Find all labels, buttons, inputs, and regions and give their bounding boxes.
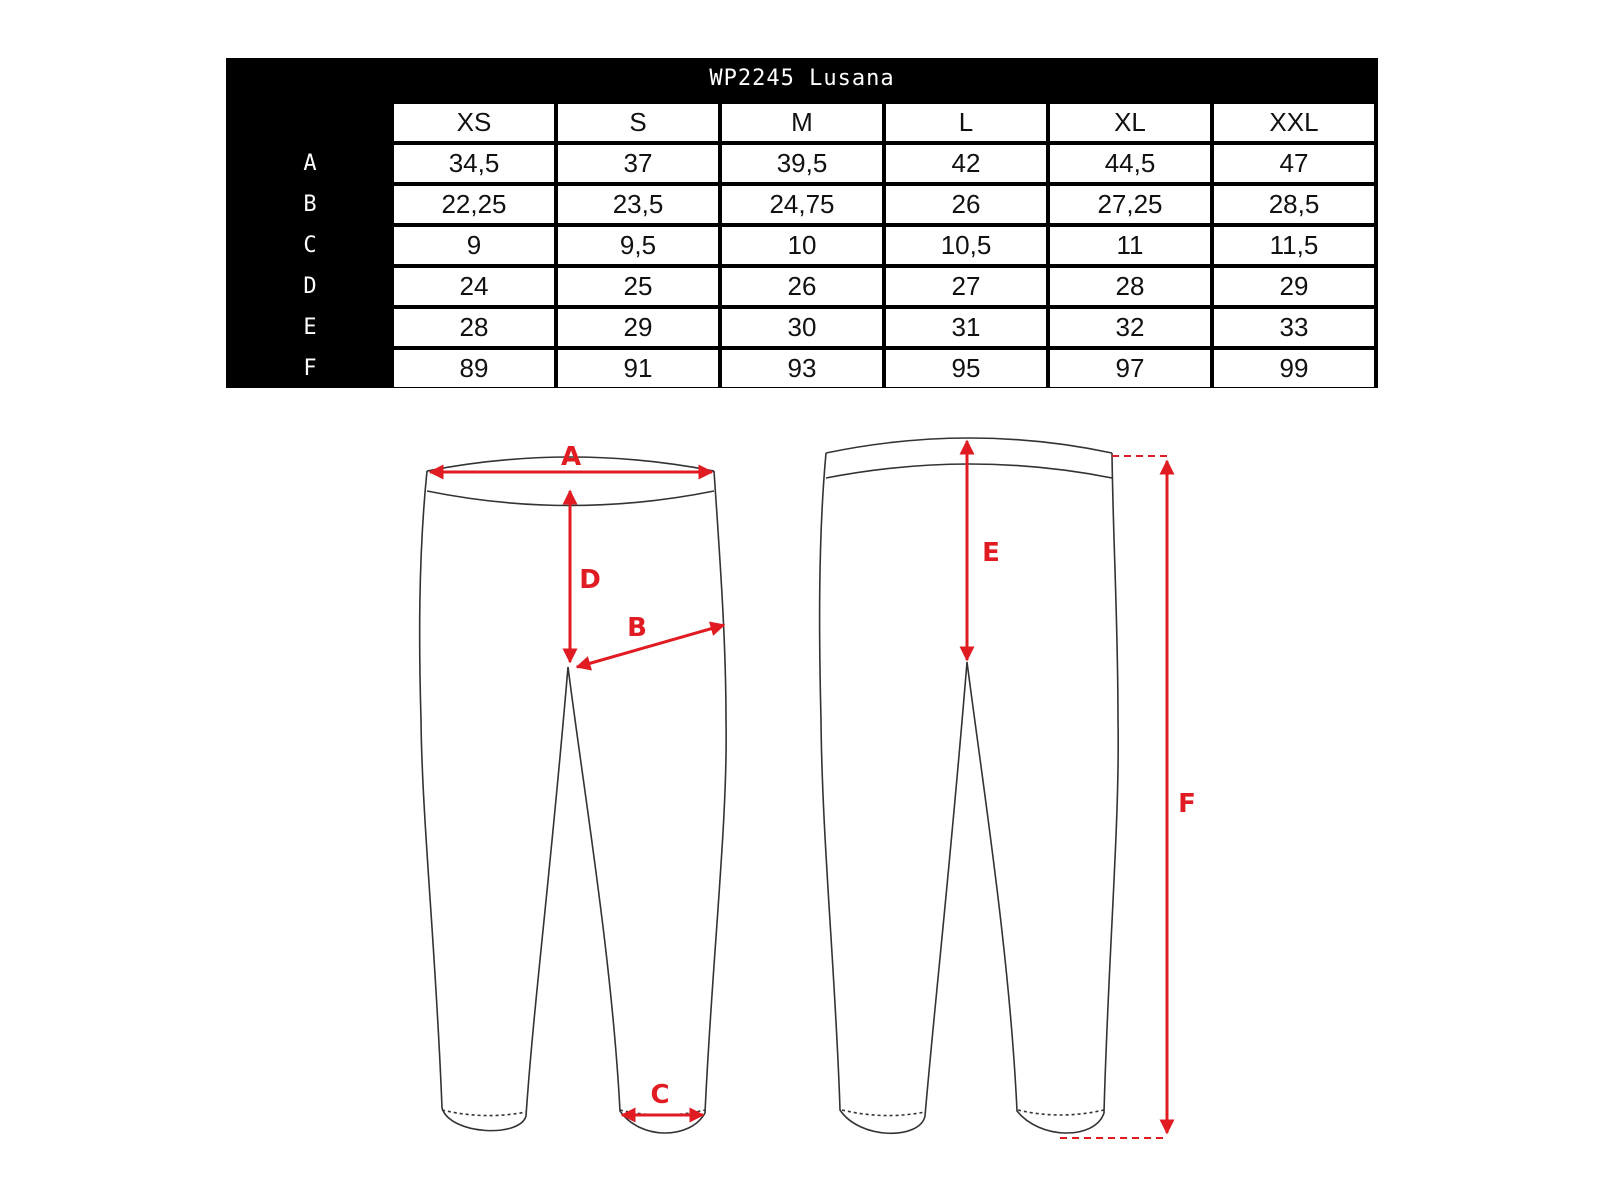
back-waistband-top: [826, 438, 1112, 453]
table-cell: 33: [1214, 309, 1374, 346]
table-cell: 42: [886, 145, 1046, 182]
size-header: XXL: [1214, 104, 1374, 141]
label-c: C: [650, 1080, 670, 1110]
label-e: E: [982, 538, 1000, 568]
dimension-labels: [561, 442, 1196, 1110]
back-outline: [820, 453, 1119, 1133]
back-right-hem: [1018, 1110, 1104, 1115]
size-header: XS: [394, 104, 554, 141]
table-cell: 34,5: [394, 145, 554, 182]
table-cell: 9: [394, 227, 554, 264]
table-cell: 28,5: [1214, 186, 1374, 223]
table-cell: 24: [394, 268, 554, 305]
size-header: S: [558, 104, 718, 141]
table-cell: 39,5: [722, 145, 882, 182]
row-label: F: [303, 356, 317, 381]
back-waistband-seam: [826, 464, 1112, 478]
table-cell: 30: [722, 309, 882, 346]
front-view: [420, 457, 727, 1133]
table-cell: 10: [722, 227, 882, 264]
table-cell: 23,5: [558, 186, 718, 223]
table-cell: 28: [1050, 268, 1210, 305]
table-cell: 95: [886, 350, 1046, 387]
table-cell: 37: [558, 145, 718, 182]
table-cell: 11: [1050, 227, 1210, 264]
table-cell: 99: [1214, 350, 1374, 387]
table-cell: 32: [1050, 309, 1210, 346]
table-cell: 97: [1050, 350, 1210, 387]
table-cell: 93: [722, 350, 882, 387]
measure-arrows: [430, 441, 1167, 1138]
table-cell: 11,5: [1214, 227, 1374, 264]
table-cell: 24,75: [722, 186, 882, 223]
table-cell: 25: [558, 268, 718, 305]
row-label: B: [303, 192, 317, 217]
front-left-hem: [442, 1110, 526, 1116]
table-cell: 26: [886, 186, 1046, 223]
table-cell: 10,5: [886, 227, 1046, 264]
table-cell: 89: [394, 350, 554, 387]
label-a: A: [560, 442, 582, 472]
table-title: WP2245 Lusana: [709, 66, 895, 91]
row-label: A: [303, 151, 317, 176]
table-cell: 31: [886, 309, 1046, 346]
table-cell: 9,5: [558, 227, 718, 264]
label-d: D: [579, 565, 601, 595]
label-f: F: [1178, 789, 1196, 819]
table-cell: 91: [558, 350, 718, 387]
table-cell: 44,5: [1050, 145, 1210, 182]
table-cell: 26: [722, 268, 882, 305]
table-cell: 22,25: [394, 186, 554, 223]
back-left-hem: [842, 1110, 925, 1116]
size-header: XL: [1050, 104, 1210, 141]
row-label: D: [303, 274, 317, 299]
table-cell: 47: [1214, 145, 1374, 182]
table-cell: 27: [886, 268, 1046, 305]
label-b: B: [627, 613, 647, 643]
table-cell: 27,25: [1050, 186, 1210, 223]
size-header: L: [886, 104, 1046, 141]
row-label: E: [303, 315, 317, 340]
back-view: [820, 438, 1119, 1133]
front-outline: [420, 471, 727, 1133]
arrow-b: [577, 625, 724, 667]
row-label: C: [303, 233, 317, 258]
size-header: M: [722, 104, 882, 141]
table-cell: 28: [394, 309, 554, 346]
table-cell: 29: [1214, 268, 1374, 305]
table-cell: 29: [558, 309, 718, 346]
